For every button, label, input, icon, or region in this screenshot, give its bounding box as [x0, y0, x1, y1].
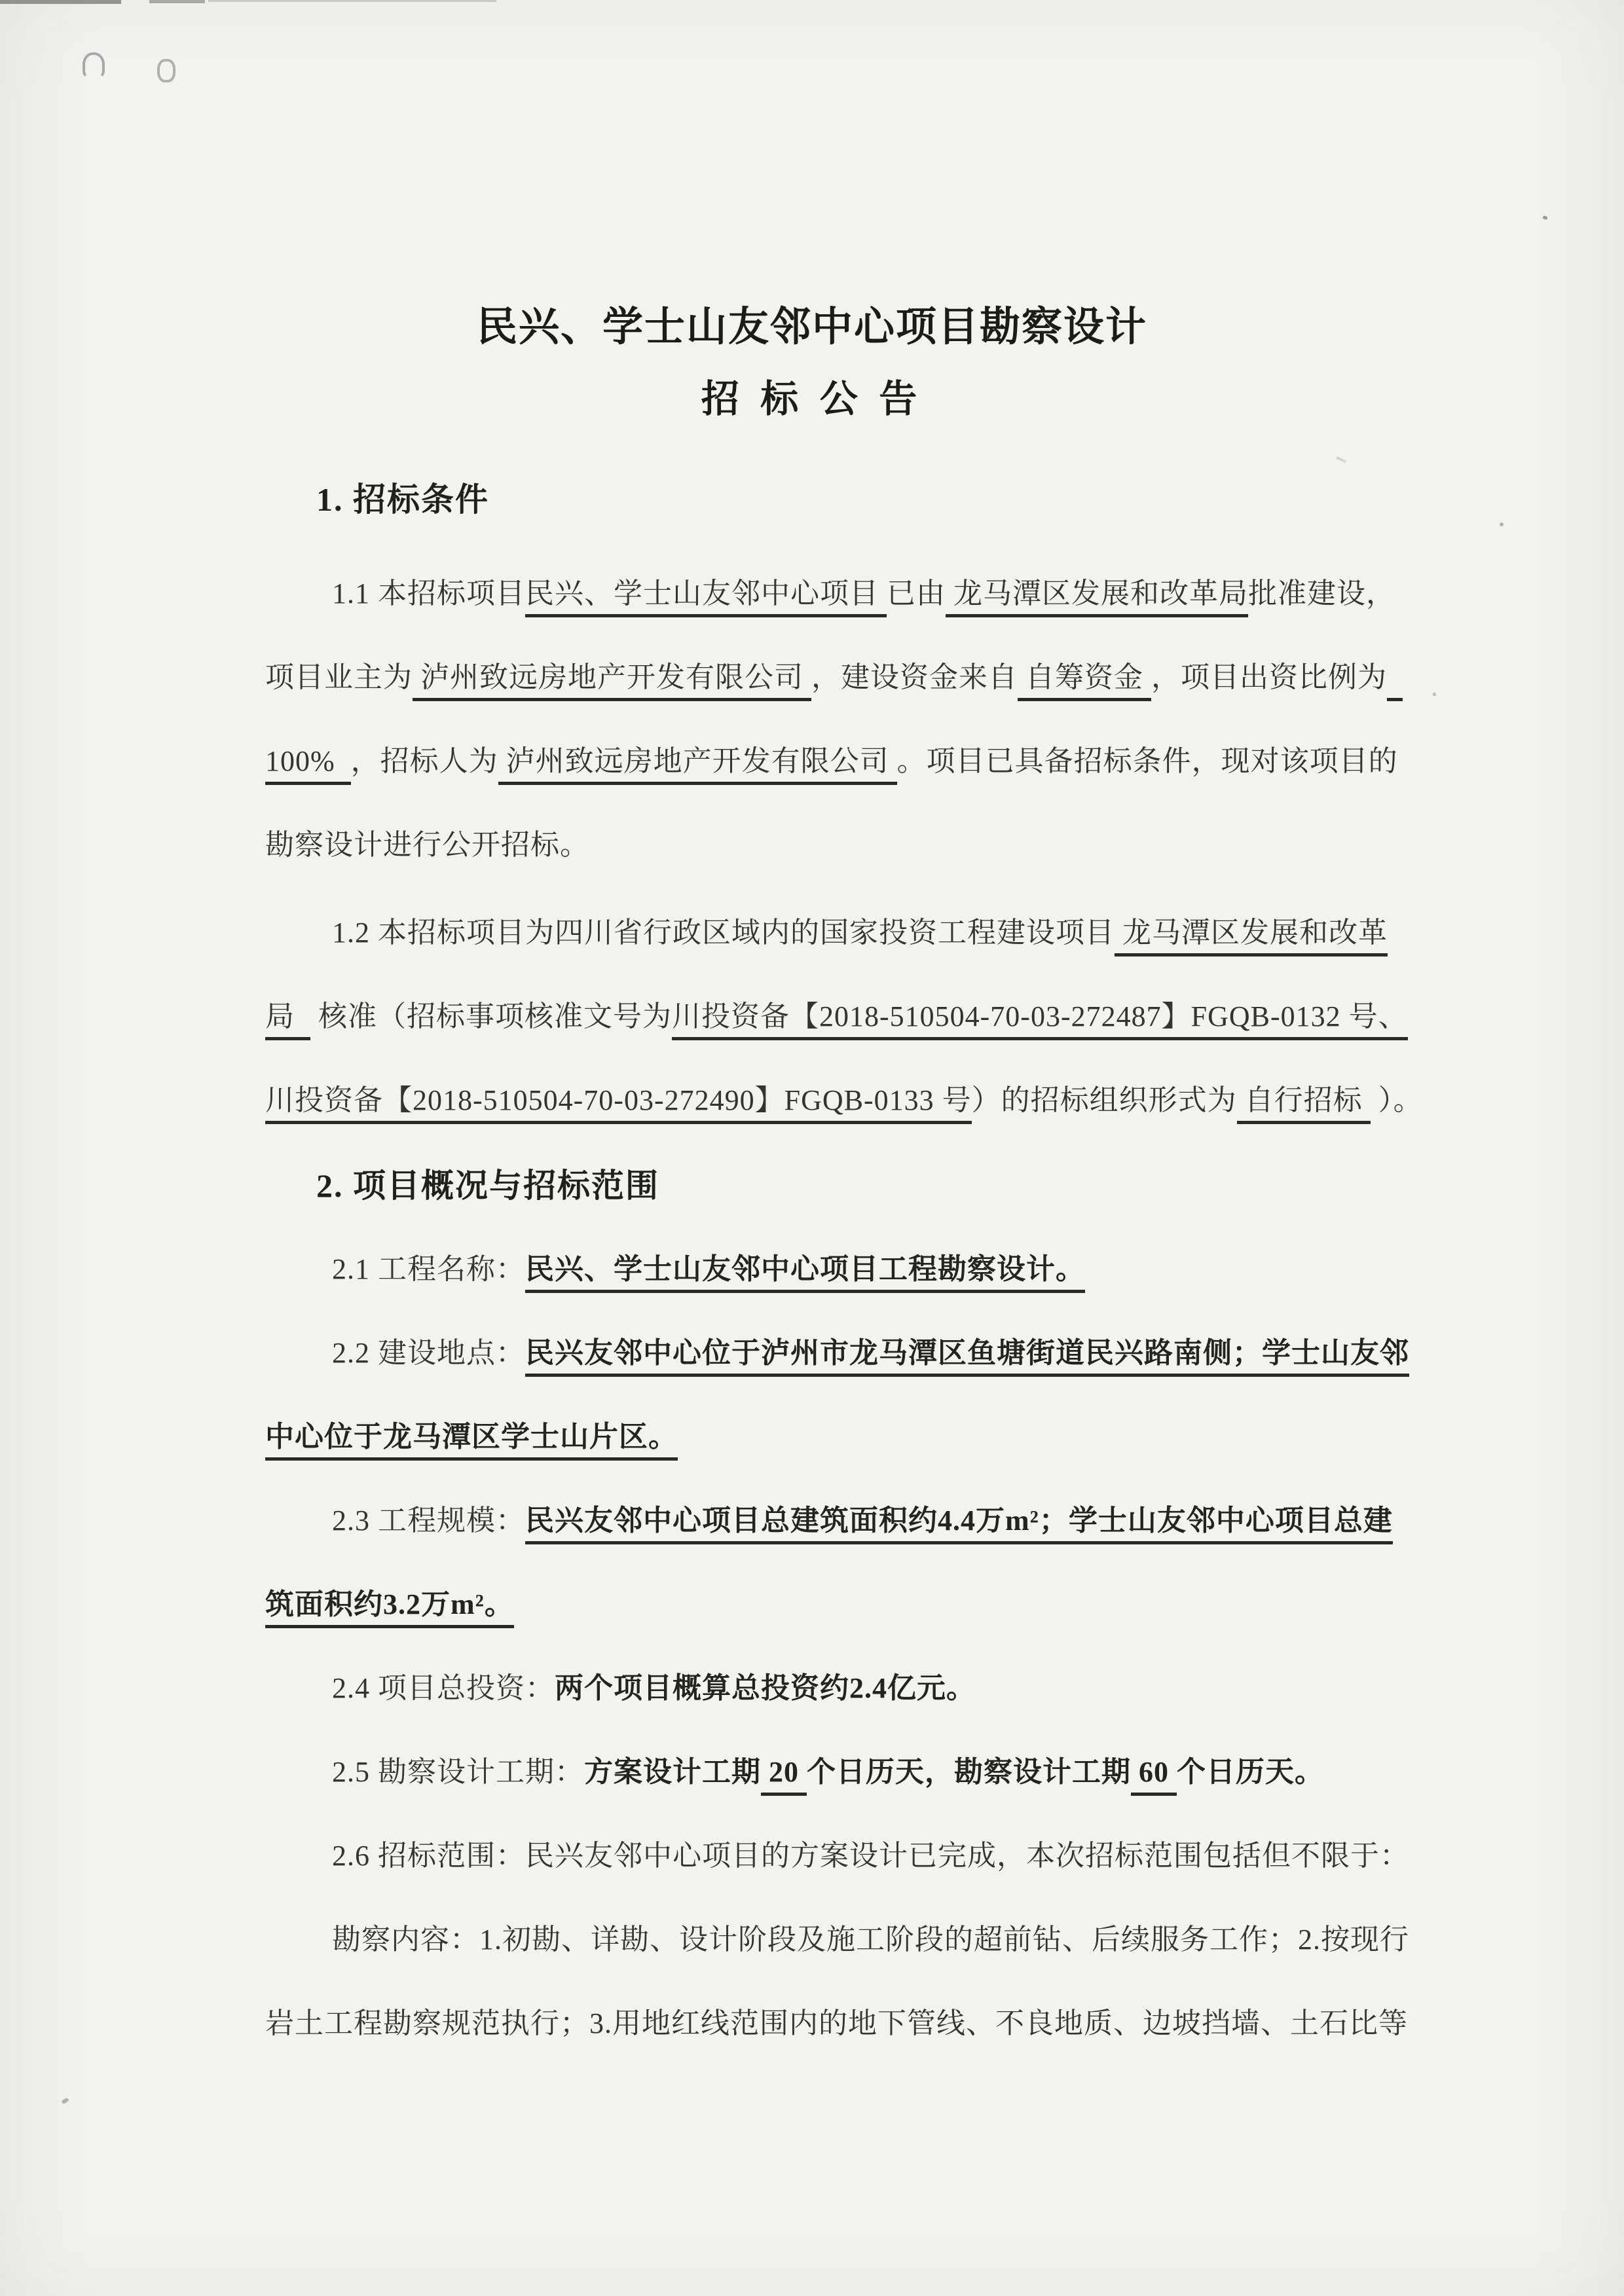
underlined-text-segment: 川投资备【2018-510504-70-03-272487】FGQB-0132 号、	[672, 1000, 1408, 1040]
text-segment: 2.1 工程名称：	[332, 1253, 525, 1285]
scan-edge-artifact	[149, 0, 205, 3]
text-segment: 1. 招标条件	[316, 481, 489, 518]
text-segment: ，招标人为	[350, 745, 498, 777]
underlined-text-segment: 100%	[265, 745, 351, 785]
text-segment: 方案设计工期	[584, 1756, 761, 1788]
underlined-text-segment: 20	[761, 1756, 807, 1796]
doc-line	[265, 975, 1428, 1059]
pencil-smudge-artifact	[157, 59, 175, 82]
text-segment: 1.2 本招标项目为四川省行政区域内的国家投资工程建设项目	[332, 917, 1115, 949]
pencil-smudge-artifact	[83, 52, 105, 79]
text-segment: 2.3 工程规模：	[332, 1504, 525, 1537]
doc-line	[265, 1228, 1428, 1311]
doc-line	[265, 1814, 1428, 1898]
document-body	[265, 458, 1428, 2066]
underlined-text-segment: 筑面积约3.2万m²。	[265, 1588, 514, 1628]
underlined-text-segment: 泸州致远房地产开发有限公司	[498, 745, 897, 785]
text-segment: 项目业主为	[265, 661, 413, 693]
text-segment: 2.5 勘察设计工期：	[332, 1756, 584, 1788]
text-segment: 2. 项目概况与招标范围	[316, 1167, 659, 1204]
doc-line	[265, 720, 1428, 803]
scan-speck-artifact	[1542, 215, 1547, 220]
scan-speck-artifact	[1433, 693, 1436, 696]
text-segment: ，项目出资比例为	[1151, 661, 1387, 693]
scan-speck-artifact	[1500, 522, 1504, 526]
text-segment: 1.1 本招标项目	[332, 577, 525, 610]
text-segment: 核准（招标事项核准文号为	[310, 1000, 672, 1032]
text-segment: 勘察内容：1.初勘、详勘、设计阶段及施工阶段的超前钻、后续服务工作；2.按现行	[332, 1923, 1409, 1956]
doc-line	[265, 1563, 1428, 1647]
text-segment: 2.6 招标范围：民兴友邻中心项目的方案设计已完成，本次招标范围包括但不限于：	[332, 1840, 1409, 1872]
text-segment: 2.2 建设地点：	[332, 1337, 525, 1369]
doc-line	[265, 1395, 1428, 1479]
underlined-text-segment: 民兴、学士山友邻中心项目工程勘察设计。	[525, 1253, 1085, 1293]
text-segment: 2.4 项目总投资：	[332, 1672, 555, 1704]
text-segment: 个日历天。	[1177, 1756, 1324, 1788]
text-segment: 个日历天，勘察设计工期	[807, 1756, 1131, 1788]
underlined-text-segment: 龙马潭区发展和改革局	[946, 577, 1248, 617]
doc-line	[265, 1982, 1428, 2066]
doc-line	[265, 1311, 1428, 1395]
doc-line	[265, 1730, 1428, 1814]
doc-line	[265, 552, 1428, 636]
document-subtitle: 招 标 公 告	[701, 378, 923, 420]
text-segment: ，建设资金来自	[811, 661, 1018, 693]
text-segment: 勘察设计进行公开招标。	[265, 829, 589, 861]
underlined-text-segment: 川投资备【2018-510504-70-03-272490】FGQB-0133 号	[265, 1084, 972, 1124]
doc-line	[265, 1647, 1428, 1730]
underlined-text-segment: 自行招标	[1237, 1084, 1371, 1124]
text-segment: ）。	[1370, 1084, 1423, 1116]
text-segment: 岩土工程勘察规范执行；3.用地红线范围内的地下管线、不良地质、边坡挡墙、土石比等	[265, 2007, 1408, 2039]
scan-edge-artifact	[0, 0, 121, 4]
underlined-text-segment: 民兴友邻中心项目总建筑面积约4.4万m²；学士山友邻中心项目总建	[525, 1504, 1393, 1544]
doc-line	[265, 803, 1428, 887]
underlined-text-segment: 局	[265, 1000, 310, 1040]
doc-line	[265, 636, 1428, 720]
section-heading	[265, 1144, 1428, 1228]
underlined-text-segment: 泸州致远房地产开发有限公司	[413, 661, 811, 701]
underlined-text-segment: 民兴友邻中心位于泸州市龙马潭区鱼塘街道民兴路南侧；学士山友邻	[525, 1337, 1409, 1377]
text-segment: ）的招标组织形式为	[971, 1084, 1237, 1116]
section-heading	[265, 458, 1428, 541]
underlined-text-segment: 自筹资金	[1018, 661, 1151, 701]
underlined-text-segment	[1387, 661, 1403, 701]
underlined-text-segment: 龙马潭区发展和改革	[1115, 917, 1388, 957]
scan-speck-artifact	[61, 2098, 69, 2105]
scan-edge-artifact	[208, 0, 496, 2]
text-segment: 两个项目概算总投资约2.4亿元。	[555, 1672, 976, 1704]
underlined-text-segment: 中心位于龙马潭区学士山片区。	[265, 1421, 678, 1461]
doc-line	[265, 891, 1428, 975]
text-segment: 批准建设，	[1248, 577, 1395, 610]
text-segment: 已由	[887, 577, 946, 610]
document-title: 民兴、学士山友邻中心项目勘察设计	[476, 305, 1147, 350]
text-segment: 。项目已具备招标条件，现对该项目的	[896, 745, 1398, 777]
doc-line	[265, 1898, 1428, 1982]
underlined-text-segment: 民兴、学士山友邻中心项目	[525, 577, 887, 617]
doc-line	[265, 1479, 1428, 1563]
doc-line	[265, 1059, 1428, 1142]
underlined-text-segment: 60	[1131, 1756, 1177, 1796]
